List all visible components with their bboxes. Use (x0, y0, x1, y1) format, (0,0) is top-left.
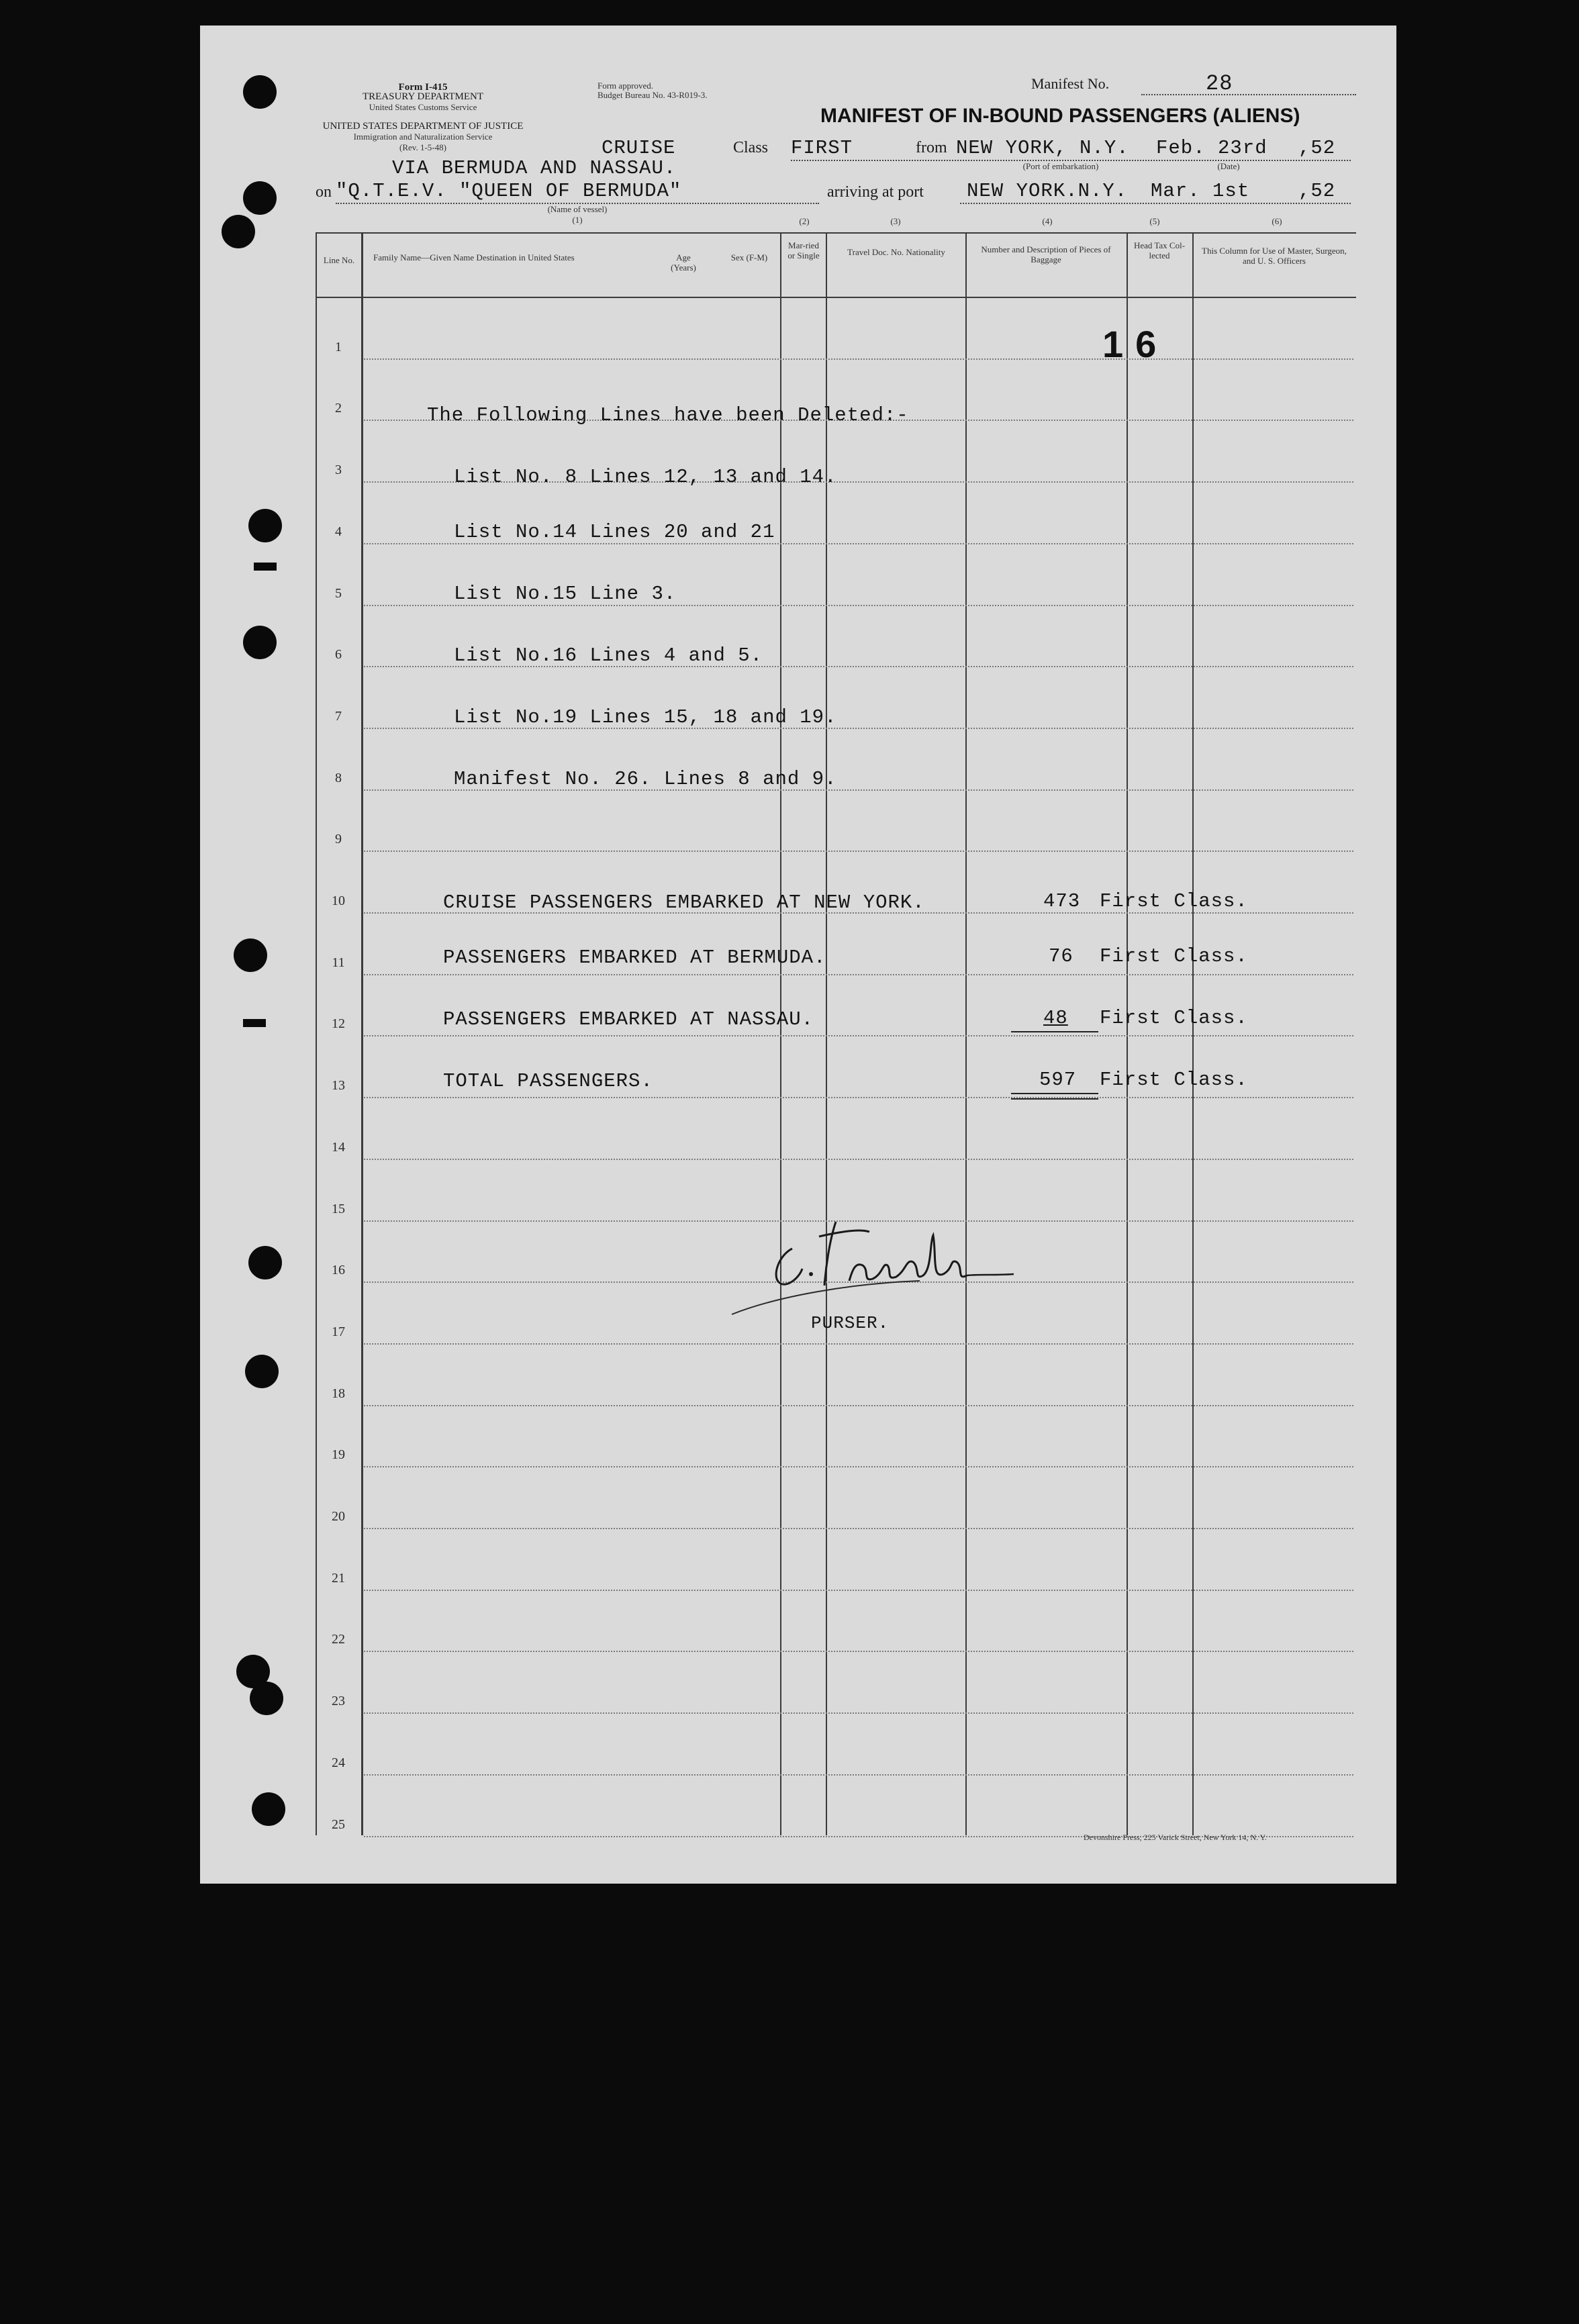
vessel-col-number: (1) (572, 215, 583, 225)
line-number: 22 (332, 1632, 345, 1647)
arriving-date: Mar. 1st (1151, 180, 1250, 202)
total-rule-1 (1011, 1093, 1098, 1094)
table-header-rule (316, 297, 1356, 298)
table-row-rule (364, 1097, 1353, 1098)
line-number: 20 (332, 1509, 345, 1524)
manifest-underline (1141, 94, 1356, 95)
line-number: 8 (335, 770, 342, 785)
row10-count: 473 (1043, 890, 1081, 912)
from-year: ,52 (1298, 137, 1336, 159)
punch-hole (252, 1792, 285, 1826)
budget-bureau: Budget Bureau No. 43-R019-3. (597, 90, 708, 100)
row11-label: PASSENGERS EMBARKED AT BERMUDA. (443, 947, 826, 969)
vessel-name: "Q.T.E.V. "QUEEN OF BERMUDA" (336, 180, 682, 202)
line-number: 10 (332, 893, 345, 908)
deleted-list-15: List No.15 Line 3. (454, 583, 677, 605)
col-header-married: Mar-ried or Single (787, 240, 820, 260)
vessel-caption: (Name of vessel) (547, 204, 608, 214)
line-number: 3 (335, 463, 342, 478)
manifest-title: MANIFEST OF IN-BOUND PASSENGERS (ALIENS) (820, 105, 1300, 127)
table-row-rule (364, 1712, 1353, 1714)
arriving-port: NEW YORK.N.Y. (967, 180, 1128, 202)
purser-signature (718, 1195, 1027, 1329)
table-row-rule (364, 1651, 1353, 1652)
table-row-rule (364, 1466, 1353, 1467)
line-number: 15 (332, 1201, 345, 1216)
table-row-rule (364, 1774, 1353, 1776)
deleted-list-16: List No.16 Lines 4 and 5. (454, 644, 763, 667)
punch-hole (243, 626, 277, 659)
table-row-rule (364, 543, 1353, 544)
row13-count: 597 (1039, 1069, 1077, 1091)
line-number: 1 (335, 339, 342, 354)
col-header-travel: Travel Doc. No. Nationality (847, 247, 945, 257)
punch-hole (245, 1355, 279, 1388)
row13-class: First Class. (1100, 1069, 1248, 1091)
line-number: 4 (335, 524, 342, 539)
customs-service: United States Customs Service (369, 102, 477, 112)
punch-hole (250, 1682, 283, 1715)
line-col-divider (361, 232, 363, 1835)
col-header-age: Age (Years) (671, 252, 696, 273)
table-row-rule (364, 1528, 1353, 1529)
deleted-heading: The Following Lines have been Deleted:- (427, 404, 909, 426)
row10-label: CRUISE PASSENGERS EMBARKED AT NEW YORK. (443, 891, 925, 914)
table-left-border (316, 232, 317, 1835)
table-row-rule (364, 1159, 1353, 1160)
punch-hole (248, 509, 282, 542)
line-number: 5 (335, 585, 342, 601)
table-row-rule (364, 1343, 1353, 1345)
baggage-col-divider (1127, 232, 1128, 1835)
class-value: FIRST (791, 137, 853, 159)
justice-dept: UNITED STATES DEPARTMENT OF JUSTICE (322, 121, 524, 132)
line-number: 24 (332, 1755, 345, 1770)
travel-col-divider (965, 232, 967, 1835)
line-number: 18 (332, 1386, 345, 1401)
row10-class: First Class. (1100, 890, 1248, 912)
punch-hole (243, 181, 277, 215)
row12-label: PASSENGERS EMBARKED AT NASSAU. (443, 1008, 814, 1030)
punch-hole (222, 215, 255, 248)
line-number: 16 (332, 1263, 345, 1278)
table-row-rule (364, 1035, 1353, 1036)
table-row-rule (364, 851, 1353, 852)
col-header-line: Line No. (323, 255, 355, 265)
arriving-underline (960, 203, 1351, 204)
line-number: 7 (335, 708, 342, 724)
col-header-headtax: Head Tax Col-lected (1133, 240, 1186, 260)
manifest-number: 28 (1206, 71, 1233, 96)
date-caption: (Date) (1217, 161, 1240, 171)
punch-hole (243, 75, 277, 109)
ins-service: Immigration and Naturalization Service (353, 132, 493, 142)
line-number: 14 (332, 1139, 345, 1155)
punch-mark (254, 563, 277, 571)
via-route: VIA BERMUDA AND NASSAU. (392, 157, 677, 179)
line-number: 13 (332, 1078, 345, 1094)
arriving-label: arriving at port (827, 183, 924, 201)
line-number: 6 (335, 647, 342, 663)
deleted-list-19: List No.19 Lines 15, 18 and 19. (454, 706, 837, 728)
tax-col-divider (1192, 232, 1194, 1835)
table-row-rule (364, 974, 1353, 975)
arriving-year: ,52 (1298, 180, 1336, 202)
treasury-dept: TREASURY DEPARTMENT (362, 91, 484, 102)
row11-count: 76 (1049, 945, 1073, 967)
line-number: 9 (335, 832, 342, 847)
line-number: 11 (332, 955, 345, 970)
line-number: 12 (332, 1016, 345, 1032)
col-number-3: (3) (890, 216, 901, 226)
form-number: Form I-415 (398, 82, 448, 93)
col-number-5: (5) (1149, 216, 1160, 226)
col-number-2: (2) (799, 216, 810, 226)
port-caption: (Port of embarkation) (1022, 161, 1099, 171)
table-row-rule (364, 358, 1353, 360)
cruise-label: CRUISE (602, 137, 676, 159)
line-number: 19 (332, 1447, 345, 1463)
class-label: Class (733, 139, 769, 156)
form-approved: Form approved. (597, 81, 654, 91)
from-date: Feb. 23rd (1156, 137, 1267, 159)
deleted-list-14: List No.14 Lines 20 and 21 (454, 521, 775, 543)
subtotal-rule (1011, 1031, 1098, 1032)
manifest-label: Manifest No. (1031, 75, 1110, 92)
line-number: 25 (332, 1817, 345, 1832)
deleted-list-8: List No. 8 Lines 12, 13 and 14. (454, 466, 837, 488)
from-label: from (916, 139, 947, 156)
purser-title: PURSER. (811, 1313, 890, 1333)
revision: (Rev. 1-5-48) (399, 142, 446, 152)
manifest-stamp-number: 16 (1102, 323, 1169, 365)
punch-hole (234, 938, 267, 972)
line-number: 23 (332, 1694, 345, 1709)
col-number-6: (6) (1272, 216, 1282, 226)
row11-class: First Class. (1100, 945, 1248, 967)
row13-label: TOTAL PASSENGERS. (443, 1070, 653, 1092)
deleted-manifest-26: Manifest No. 26. Lines 8 and 9. (454, 768, 837, 790)
table-top-rule (316, 232, 1356, 234)
total-rule-2 (1011, 1098, 1098, 1100)
table-row-rule (364, 1590, 1353, 1591)
col-header-officers: This Column for Use of Master, Surgeon, and U. S. Officers (1202, 246, 1347, 266)
printer-imprint: Devonshire Press, 225 Varick Street, New York 14, N. Y. (1084, 1833, 1267, 1842)
col-header-name: Family Name—Given Name Destination in United States (373, 252, 575, 262)
from-port: NEW YORK, N.Y. (956, 137, 1129, 159)
table-row-rule (364, 1405, 1353, 1406)
punch-hole (248, 1246, 282, 1279)
line-number: 21 (332, 1570, 345, 1586)
punch-mark (243, 1019, 266, 1027)
row12-count: 48 (1043, 1007, 1068, 1029)
row12-class: First Class. (1100, 1007, 1248, 1029)
line-number: 2 (335, 401, 342, 416)
col-header-baggage: Number and Description of Pieces of Baggage (981, 244, 1111, 264)
on-label: on (316, 183, 332, 201)
col-header-sex: Sex (F-M) (730, 252, 768, 262)
col-number-4: (4) (1042, 216, 1053, 226)
line-number: 17 (332, 1324, 345, 1339)
